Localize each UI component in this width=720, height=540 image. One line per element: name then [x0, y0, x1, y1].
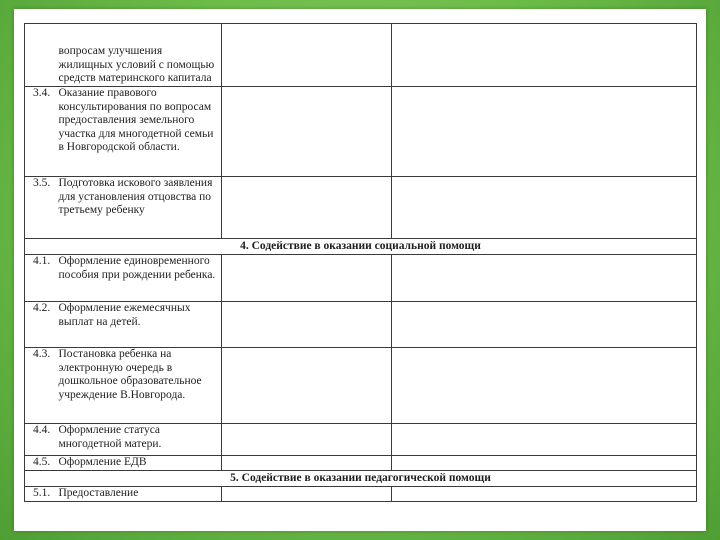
table-row — [25, 87, 697, 177]
services-table — [24, 23, 697, 502]
empty-cell — [392, 302, 697, 348]
section-title: 4. Содействие в оказании социальной помощи — [25, 239, 697, 255]
row-number — [25, 24, 57, 87]
empty-cell — [222, 302, 392, 348]
row-description: Оказание правового консультирования по вопросам предоставления земельного участка для многодетной семьи в Новгородской области. — [57, 87, 222, 177]
row-number: 4.5. — [25, 456, 57, 471]
row-description: Оформление ЕДВ — [57, 456, 222, 471]
empty-cell — [392, 255, 697, 302]
row-number: 4.4. — [25, 424, 57, 456]
table-row — [25, 424, 697, 456]
empty-cell — [392, 87, 697, 177]
row-description: Подготовка искового заявления для установления отцовства по третьему ребенку — [57, 177, 222, 239]
row-number: 3.5. — [25, 177, 57, 239]
table-row — [25, 24, 697, 87]
table-row — [25, 255, 697, 302]
row-number: 3.4. — [25, 87, 57, 177]
row-number: 4.1. — [25, 255, 57, 302]
row-description: Предоставление — [57, 487, 222, 502]
slide-page — [14, 9, 706, 531]
table-row — [25, 348, 697, 424]
empty-cell — [392, 487, 697, 502]
section-header-row — [25, 471, 697, 487]
empty-cell — [222, 348, 392, 424]
table-row — [25, 302, 697, 348]
empty-cell — [222, 456, 392, 471]
empty-cell — [392, 24, 697, 87]
empty-cell — [392, 456, 697, 471]
row-description: Оформление единовременного пособия при рождении ребенка. — [57, 255, 222, 302]
table-row — [25, 177, 697, 239]
section-header-row — [25, 239, 697, 255]
row-description: вопросам улучшения жилищных условий с помощью средств материнского капитала — [57, 24, 222, 87]
empty-cell — [222, 255, 392, 302]
row-number: 5.1. — [25, 487, 57, 502]
row-description: Постановка ребенка на электронную очередь в дошкольное образовательное учреждение В.Новгорода. — [57, 348, 222, 424]
empty-cell — [392, 177, 697, 239]
row-description: Оформление ежемесячных выплат на детей. — [57, 302, 222, 348]
empty-cell — [222, 487, 392, 502]
empty-cell — [392, 424, 697, 456]
row-number: 4.3. — [25, 348, 57, 424]
table-row — [25, 487, 697, 502]
empty-cell — [392, 348, 697, 424]
section-title: 5. Содействие в оказании педагогической помощи — [25, 471, 697, 487]
table-row — [25, 456, 697, 471]
empty-cell — [222, 424, 392, 456]
row-description: Оформление статуса многодетной матери. — [57, 424, 222, 456]
row-number: 4.2. — [25, 302, 57, 348]
empty-cell — [222, 87, 392, 177]
empty-cell — [222, 24, 392, 87]
empty-cell — [222, 177, 392, 239]
